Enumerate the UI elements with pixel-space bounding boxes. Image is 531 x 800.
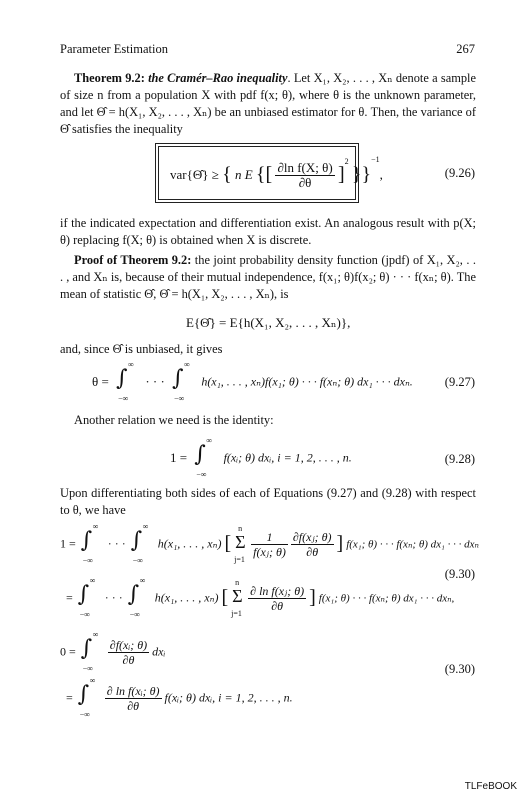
since-unbiased-text: and, since Θ̂ is unbiased, it gives <box>60 342 223 356</box>
page-number: 267 <box>456 42 475 56</box>
eq-9-30b-frac2 <box>105 684 162 713</box>
sum-upper: n <box>235 578 240 587</box>
eq-9-26-num: ∂ln f(X; θ) <box>277 159 333 175</box>
footer-watermark: TLFeBOOK <box>464 781 517 792</box>
eq-9-30a-lhs1: 1 = <box>60 536 76 551</box>
integral-3 <box>190 438 220 478</box>
integral-sign: ∫ <box>130 528 143 553</box>
integral-sign: ∫ <box>77 582 90 607</box>
integral-sign: ∫ <box>116 366 128 391</box>
integral-8 <box>79 632 105 672</box>
integral-4 <box>79 524 105 564</box>
bracket-close: ] <box>337 163 345 186</box>
eq-9-28 <box>170 438 352 478</box>
integral-lower: −∞ <box>82 664 93 673</box>
eq-number-9-28: (9.28) <box>444 452 475 466</box>
integral-9 <box>76 678 102 718</box>
eq-9-30b-frac2-den: ∂θ <box>127 698 140 713</box>
bracket-open: [ <box>224 532 232 555</box>
sum-lower: j=1 <box>234 555 245 564</box>
integral-lower: −∞ <box>129 610 140 619</box>
eq-9-27-lhs: θ = <box>92 374 109 389</box>
integral-lower: −∞ <box>132 556 143 565</box>
sum-upper: n <box>238 524 243 533</box>
eq-9-30a-frac3 <box>248 584 306 613</box>
integral-upper: ∞ <box>142 522 149 531</box>
theorem-paragraph <box>60 70 476 138</box>
eq-9-26 <box>170 155 383 190</box>
integral-5 <box>129 524 155 564</box>
theorem-label: Theorem 9.2: <box>74 71 145 85</box>
eq-9-27 <box>92 362 413 402</box>
proof-paragraph <box>60 252 476 303</box>
sum-lower: j=1 <box>231 609 242 618</box>
eq-9-30b-line1 <box>60 632 165 672</box>
eq-9-30b-frac1-den: ∂θ <box>122 652 135 667</box>
brace-open-outer: { <box>222 163 232 186</box>
eq-9-30a-frac1 <box>251 530 288 559</box>
eq-9-30b-frac1-num: ∂f(xᵢ; θ) <box>109 637 148 652</box>
integral-7 <box>126 578 152 618</box>
eq-9-30a-frac2-den: ∂θ <box>306 544 319 559</box>
integral-lower: −∞ <box>174 394 185 403</box>
eq-9-28-lhs: 1 = <box>170 450 188 465</box>
eq-9-30a-tail2: f(x₁; θ) · · · f(xₙ; θ) dx₁ · · · dxₙ, <box>318 592 455 605</box>
integral-sign: ∫ <box>80 636 93 661</box>
integral-sign: ∫ <box>172 366 184 391</box>
eq-9-30a-tail1: f(x₁; θ) · · · f(xₙ; θ) dx₁ · · · dxₙ <box>346 538 479 551</box>
eq-9-30b-tail1: dxᵢ <box>152 644 166 659</box>
sum-1 <box>234 524 248 564</box>
integral-6 <box>76 578 102 618</box>
eq-9-30a-line2 <box>66 578 454 618</box>
integral-upper: ∞ <box>92 522 99 531</box>
eq-9-30a-frac1-num: 1 <box>251 530 288 545</box>
integral-lower: −∞ <box>82 556 93 565</box>
theorem-text: . Let X₁, X₂, . . . , Xₙ denote a sample of size n from a population X with pdf f(x; θ), where θ is the unknown parameter, and let Θ̂ = h(X₁, X₂, . . . , Xₙ) be an unbiased estimator for θ. Then, the variance of Θ̂ satisfies the inequality <box>60 71 476 136</box>
integral-upper: ∞ <box>89 676 96 685</box>
brace-close: }} <box>351 163 372 186</box>
integral-2 <box>168 362 198 402</box>
eq-9-26-frac <box>275 161 334 190</box>
eq-9-26-lhs: var{Θ̂} ≥ <box>170 167 219 183</box>
integral-dots: · · · <box>145 374 165 389</box>
integral-1 <box>112 362 142 402</box>
eq-9-30a-frac1-den: f(xⱼ; θ) <box>253 544 286 559</box>
eq-9-26-sup2: 2 <box>344 157 349 166</box>
integral-upper: ∞ <box>92 630 99 639</box>
eq-9-26-ne: n E <box>234 167 253 183</box>
sum-2 <box>231 578 245 618</box>
eq-9-30a-frac3-den: ∂θ <box>271 598 284 613</box>
eq-9-30a-frac2 <box>291 530 334 559</box>
integral-lower: −∞ <box>79 710 90 719</box>
eq-9-30a-frac2-num: ∂f(xⱼ; θ) <box>292 529 332 544</box>
eq-9-30b-lhs2: = <box>66 690 73 705</box>
integral-upper: ∞ <box>139 576 146 585</box>
proof-label: Proof of Theorem 9.2: <box>74 253 192 267</box>
bracket-open: [ <box>221 586 229 609</box>
eq-9-30b-line2 <box>66 678 293 718</box>
eq-9-30a-frac3-num: ∂ ln f(xⱼ; θ) <box>250 583 305 598</box>
integral-sign: ∫ <box>77 682 90 707</box>
condition-paragraph: if the indicated expectation and differentiation exist. An analogous result with p(X; θ) replacing f(X; θ) is obtained when X is discrete. <box>60 216 476 247</box>
integral-upper: ∞ <box>206 436 213 445</box>
eq-number-9-30b: (9.30) <box>444 662 475 676</box>
eq-9-26-den: ∂θ <box>298 174 312 190</box>
eq-9-30b-tail2: f(xᵢ; θ) dxᵢ, i = 1, 2, . . . , n. <box>164 690 293 705</box>
integral-lower: −∞ <box>118 394 129 403</box>
integral-upper: ∞ <box>128 360 134 369</box>
brace-open-inner: {[ <box>255 163 273 186</box>
eq-9-26-supneg1: −1 <box>371 155 380 164</box>
integral-upper: ∞ <box>184 360 190 369</box>
integral-upper: ∞ <box>89 576 96 585</box>
integral-sign: ∫ <box>194 442 206 467</box>
integral-lower: −∞ <box>79 610 90 619</box>
running-head: Parameter Estimation <box>60 42 168 56</box>
eq-mean: E{Θ̂} = E{h(X₁, X₂, . . . , Xₙ)}, <box>186 315 351 330</box>
integral-sign: ∫ <box>80 528 93 553</box>
eq-9-30b-lhs1: 0 = <box>60 644 76 659</box>
eq-9-28-body: f(xᵢ; θ) dxᵢ, i = 1, 2, . . . , n. <box>223 450 352 465</box>
eq-9-30a-h: h(x₁, . . . , xₙ) <box>157 536 222 551</box>
integral-dots: · · · <box>104 590 123 605</box>
upon-differentiating-text: Upon differentiating both sides of each of Equations (9.27) and (9.28) with respect to θ, we have <box>60 486 476 517</box>
eq-9-30b-frac1 <box>108 638 149 667</box>
another-relation-text: Another relation we need is the identity: <box>74 413 274 427</box>
integral-dots: · · · <box>107 536 126 551</box>
eq-9-27-body: h(x₁, . . . , xₙ)f(x₁; θ) · · · f(xₙ; θ) dx₁ · · · dxₙ. <box>201 374 413 389</box>
eq-number-9-27: (9.27) <box>444 375 475 389</box>
theorem-name: the Cramér–Rao inequality <box>148 71 288 85</box>
eq-9-30b-frac2-num: ∂ ln f(xᵢ; θ) <box>106 683 160 698</box>
eq-number-9-26: (9.26) <box>444 166 475 180</box>
eq-number-9-30a: (9.30) <box>444 567 475 581</box>
sum-sign: Σ <box>232 586 243 606</box>
integral-sign: ∫ <box>127 582 140 607</box>
bracket-close: ] <box>336 532 344 555</box>
eq-9-30a-h: h(x₁, . . . , xₙ) <box>154 590 219 605</box>
proof-text: the joint probability density function (jpdf) of X₁, X₂, . . . , and Xₙ is, because of their mutual independence, f(x₁; θ)f(x₂; θ) · · · f(xₙ; θ). The mean of statistic Θ̂, Θ̂ = h(X₁, X₂, . . . , Xₙ), is <box>60 253 476 301</box>
eq-9-30a-line1 <box>60 524 479 564</box>
bracket-close: ] <box>309 586 316 609</box>
integral-lower: −∞ <box>196 470 207 479</box>
eq-9-30a-lhs2: = <box>66 590 73 605</box>
sum-sign: Σ <box>235 532 246 552</box>
eq-9-26-comma: , <box>379 167 383 183</box>
